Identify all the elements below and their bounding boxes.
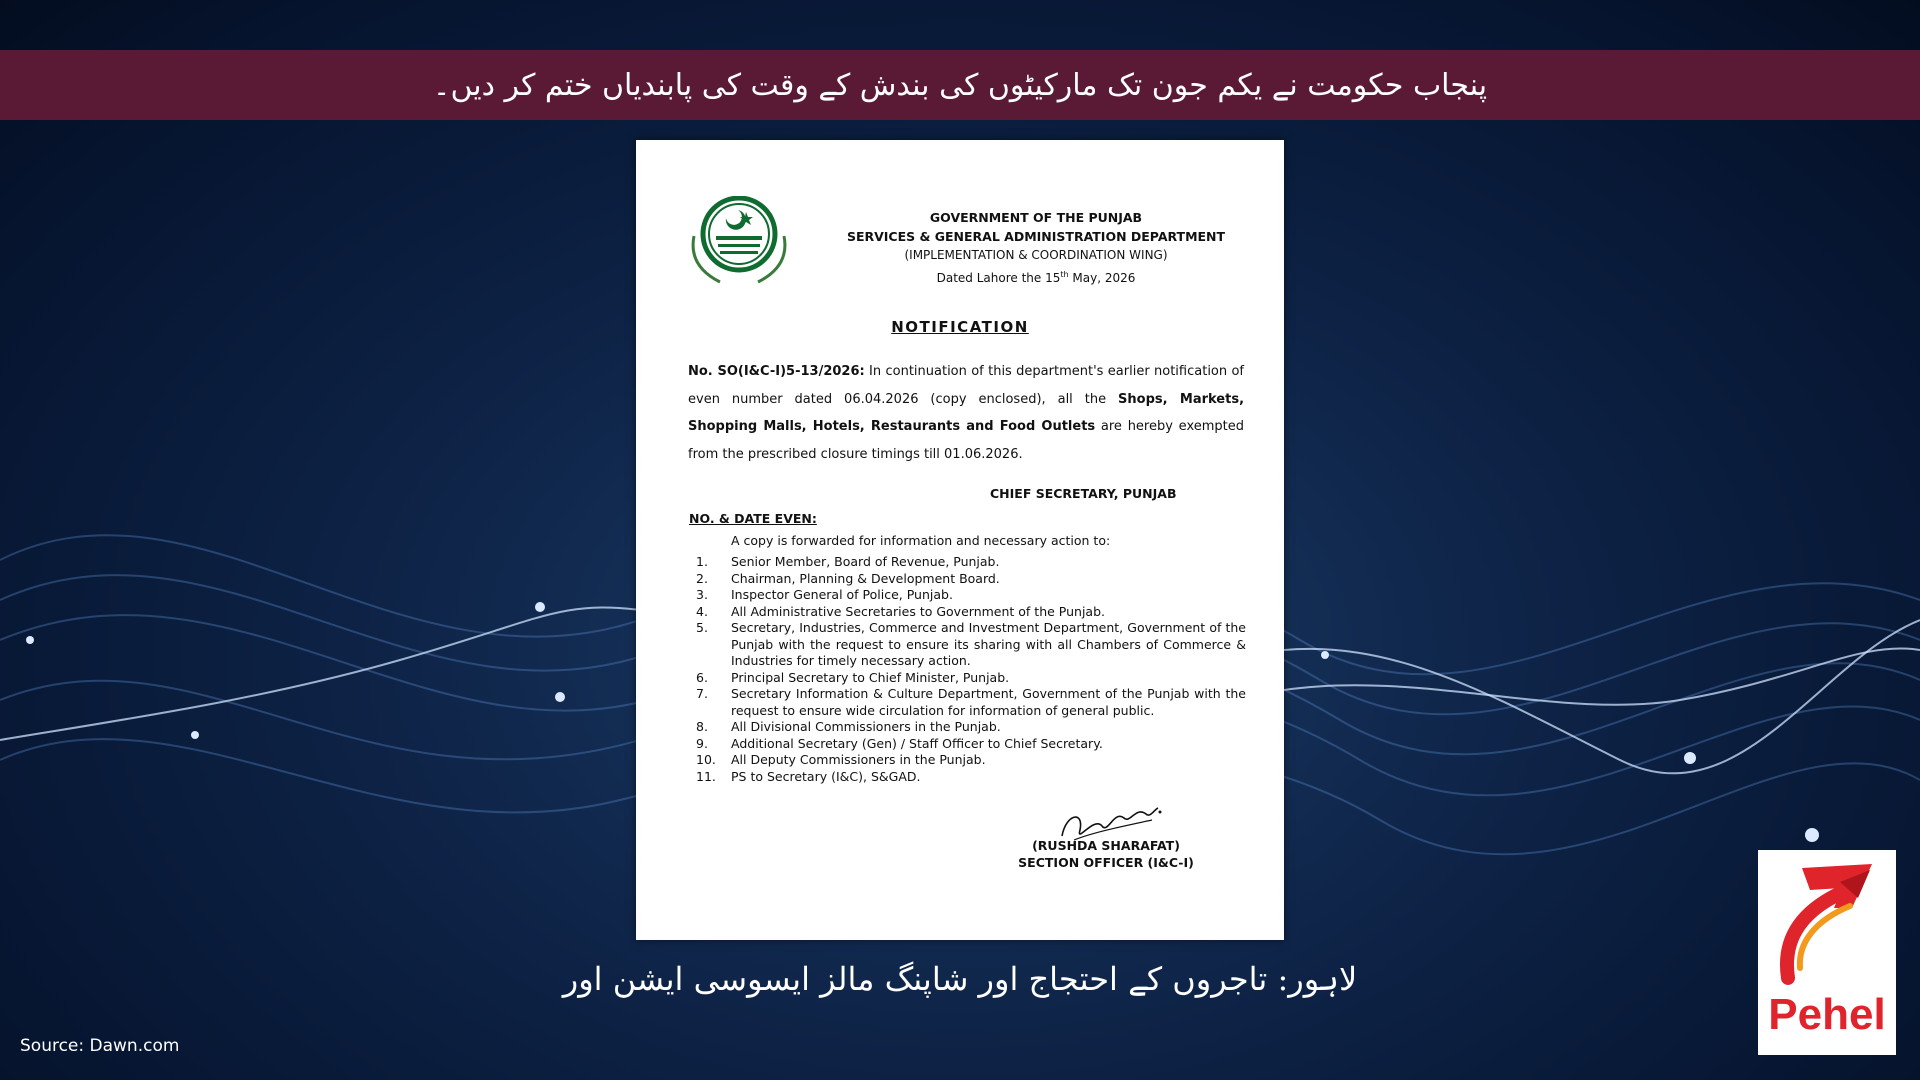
headline-text: پنجاب حکومت نے یکم جون تک مارکیٹوں کی بندش کے وقت کی پابندیاں ختم کر دیں۔ xyxy=(432,67,1488,103)
list-item: 1. Senior Member, Board of Revenue, Punjab. xyxy=(696,554,1000,569)
notification-body: No. SO(I&C-I)5-13/2026: In continuation of this department's earlier notification of even number dated 06.04.2026 (copy enclosed), all the Shops, Markets, Shopping Malls, Hotels, Restaurants and Food Outlets are hereby exempted from the prescribed closure timings till 01.06.2026. xyxy=(688,364,1245,462)
notification-title: NOTIFICATION xyxy=(891,318,1029,336)
department-header xyxy=(826,208,1246,288)
section-officer-signature-block xyxy=(1006,837,1206,871)
list-item: 3. Inspector General of Police, Punjab. xyxy=(696,587,953,602)
officer-name: (RUSHDA SHARAFAT) xyxy=(1032,838,1180,853)
list-item: 5. Secretary, Industries, Commerce and Investment Department, Government of the Punjab with the request to ensure its sharing with all Chambers of Commerce & Industries for timely necessary action. xyxy=(696,620,1246,668)
news-caption: لاہور: تاجروں کے احتجاج اور شاپنگ مالز ایسوسی ایشن اور xyxy=(562,960,1358,998)
list-item: 10. All Deputy Commissioners in the Punjab. xyxy=(696,752,986,767)
channel-logo xyxy=(1758,850,1896,1055)
document-date: Dated Lahore the 15th May, 2026 xyxy=(936,270,1136,285)
list-item: 7. Secretary Information & Culture Department, Government of the Punjab with the request to ensure wide circulation for information of general public. xyxy=(696,686,1246,718)
copy-forward-intro: A copy is forwarded for information and necessary action to: xyxy=(731,533,1111,548)
department-name: SERVICES & GENERAL ADMINISTRATION DEPARTMENT xyxy=(846,229,1226,244)
list-item: 6. Principal Secretary to Chief Minister, Punjab. xyxy=(696,669,1010,685)
list-item: 4. All Administrative Secretaries to Government of the Punjab. xyxy=(696,603,1105,619)
list-item: 8. All Divisional Commissioners in the Punjab. xyxy=(696,719,1001,734)
wing-name: (IMPLEMENTATION & COORDINATION WING) xyxy=(904,248,1168,262)
exempted-businesses: Shops, Markets, Shopping Malls, Hotels, Restaurants and Food Outlets xyxy=(688,391,1245,434)
punjab-emblem-icon xyxy=(680,196,798,288)
notification-number: No. SO(I&C-I)5-13/2026: xyxy=(688,364,865,379)
pehel-logo-icon xyxy=(1772,858,1882,988)
list-item: 11. PS to Secretary (I&C), S&GAD. xyxy=(696,768,921,784)
chief-secretary-signatory: CHIEF SECRETARY, PUNJAB xyxy=(990,486,1177,501)
officer-title: SECTION OFFICER (I&C-I) xyxy=(1018,855,1194,870)
govt-name: GOVERNMENT OF THE PUNJAB xyxy=(929,210,1143,225)
source-credit: Source: Dawn.com xyxy=(20,1036,180,1056)
logo-wordmark: Pehel xyxy=(1768,990,1886,1039)
list-item: 2. Chairman, Planning & Development Board. xyxy=(696,570,1000,586)
date-even-heading: NO. & DATE EVEN: xyxy=(689,511,817,526)
distribution-list xyxy=(696,554,1246,785)
list-item: 9. Additional Secretary (Gen) / Staff Officer to Chief Secretary. xyxy=(696,735,1103,751)
notification-document xyxy=(636,140,1284,940)
headline-banner xyxy=(0,50,1920,120)
